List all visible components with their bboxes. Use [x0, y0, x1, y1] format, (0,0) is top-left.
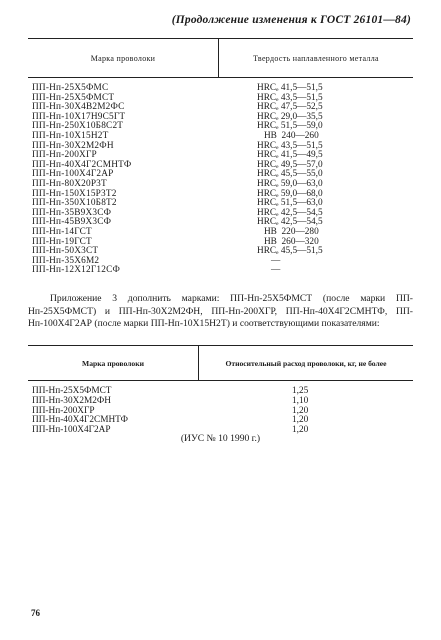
wire-mark: ПП-Нп-100Х4Г2АР: [32, 425, 111, 436]
table-row: [28, 266, 413, 276]
wire-mark: ПП-Нп-35Х6М2: [32, 255, 100, 266]
hardness-value: HB 240—260: [257, 130, 319, 141]
hardness-value: HRCₑ 43,5—51,5: [257, 140, 323, 151]
page-number: 76: [31, 608, 40, 618]
col-header-hardness: Твердость наплавленного металла: [253, 53, 379, 63]
wire-mark: ПП-Нп-250Х10Б8С2Т: [32, 121, 124, 132]
wire-mark: ПП-Нп-25Х5ФМСТ: [32, 92, 115, 103]
wire-mark: ПП-Нп-25Х5ФМС: [32, 83, 109, 93]
col-header-consumption: Относительный расход проволоки, кг, не более: [225, 358, 387, 368]
wire-mark: ПП-Нп-45В9Х3СФ: [32, 217, 112, 228]
hardness-value: HB 220—280: [257, 226, 319, 237]
hardness-value: HRCₑ 47,5—52,5: [257, 102, 323, 113]
wire-mark: ПП-Нп-10Х17Н9С5ГТ: [32, 111, 126, 122]
consumption-value: 1,10: [292, 395, 309, 406]
consumption-value: 1,25: [292, 386, 309, 396]
wire-mark: ПП-Нп-30Х4В2М2ФС: [32, 102, 125, 113]
hardness-value: HRCₑ 42,5—54,5: [257, 207, 323, 218]
col-header-mark: Марка проволоки: [28, 346, 199, 380]
consumption-value: 1,20: [292, 425, 309, 436]
col-header-mark: Марка проволоки: [28, 39, 219, 77]
wire-mark: ПП-Нп-10Х15Н2Т: [32, 130, 109, 141]
hardness-value: HRCₑ 59,0—68,0: [257, 188, 323, 199]
hardness-table-header: [28, 38, 413, 78]
page-header: (Продолжение изменения к ГОСТ 26101—84): [171, 14, 411, 26]
hardness-value: —: [257, 265, 281, 276]
consumption-value: 1,20: [292, 405, 309, 416]
hardness-value: HRCₑ 51,5—59,0: [257, 121, 323, 132]
hardness-value: HRCₑ 45,5—51,5: [257, 246, 323, 257]
appendix-paragraph: Приложение 3 дополнить марками: ПП-Нп-25Х5ФМСТ (после марки ПП-Нп-25Х5ФМСТ) и ПП-Нп-30Х2М2ФН, ПП-Нп-200ХГР, ПП-Нп-40Х4Г2СМНТФ, ПП-Нп-100Х4Г2АР (после марки ПП-Нп-10Х15Н2Т) и соответствующими показателями:: [28, 293, 413, 329]
wire-mark: ПП-Нп-150Х15Р3Т2: [32, 188, 117, 199]
wire-mark: ПП-Нп-30Х2М2ФН: [32, 140, 114, 151]
wire-mark: ПП-Нп-40Х4Г2СМНТФ: [32, 415, 128, 426]
consumption-value: 1,20: [292, 415, 309, 426]
wire-mark: ПП-Нп-200ХГР: [32, 150, 97, 161]
hardness-value: HB 260—320: [257, 236, 319, 247]
hardness-value: HRCₑ 45,5—55,0: [257, 169, 323, 180]
wire-mark: ПП-Нп-25Х5ФМСТ: [32, 386, 112, 396]
hardness-value: —: [257, 255, 281, 266]
hardness-value: HRCₑ 41,5—51,5: [257, 83, 323, 93]
hardness-value: HRCₑ 41,5—49,5: [257, 150, 323, 161]
wire-mark: ПП-Нп-200ХГР: [32, 405, 95, 416]
wire-mark: ПП-Нп-14ГСТ: [32, 226, 92, 237]
consumption-table: [28, 345, 413, 436]
consumption-table-header: [28, 345, 413, 381]
wire-mark: ПП-Нп-30Х2М2ФН: [32, 395, 111, 406]
wire-mark: ПП-Нп-40Х4Г2СМНТФ: [32, 159, 132, 170]
hardness-table: [28, 38, 413, 276]
hardness-value: HRCₑ 29,0—35,5: [257, 111, 323, 122]
hardness-table-body: [28, 84, 413, 276]
ius-note: (ИУС № 10 1990 г.): [180, 433, 261, 444]
hardness-value: HRCₑ 51,5—63,0: [257, 198, 323, 209]
wire-mark: ПП-Нп-12Х12Г12СФ: [32, 265, 121, 276]
hardness-value: HRCₑ 59,0—63,0: [257, 178, 323, 189]
wire-mark: ПП-Нп-80Х20Р3Т: [32, 178, 107, 189]
hardness-value: HRCₑ 49,5—57,0: [257, 159, 323, 170]
wire-mark: ПП-Нп-350Х10Б8Т2: [32, 198, 117, 209]
hardness-value: HRCₑ 42,5—54,5: [257, 217, 323, 228]
wire-mark: ПП-Нп-100Х4Г2АР: [32, 169, 114, 180]
wire-mark: ПП-Нп-35В9Х3СФ: [32, 207, 112, 218]
consumption-table-body: [28, 387, 413, 436]
wire-mark: ПП-Нп-19ГСТ: [32, 236, 92, 247]
hardness-value: HRCₑ 43,5—51,5: [257, 92, 323, 103]
wire-mark: ПП-Нп-50Х3СТ: [32, 246, 99, 257]
